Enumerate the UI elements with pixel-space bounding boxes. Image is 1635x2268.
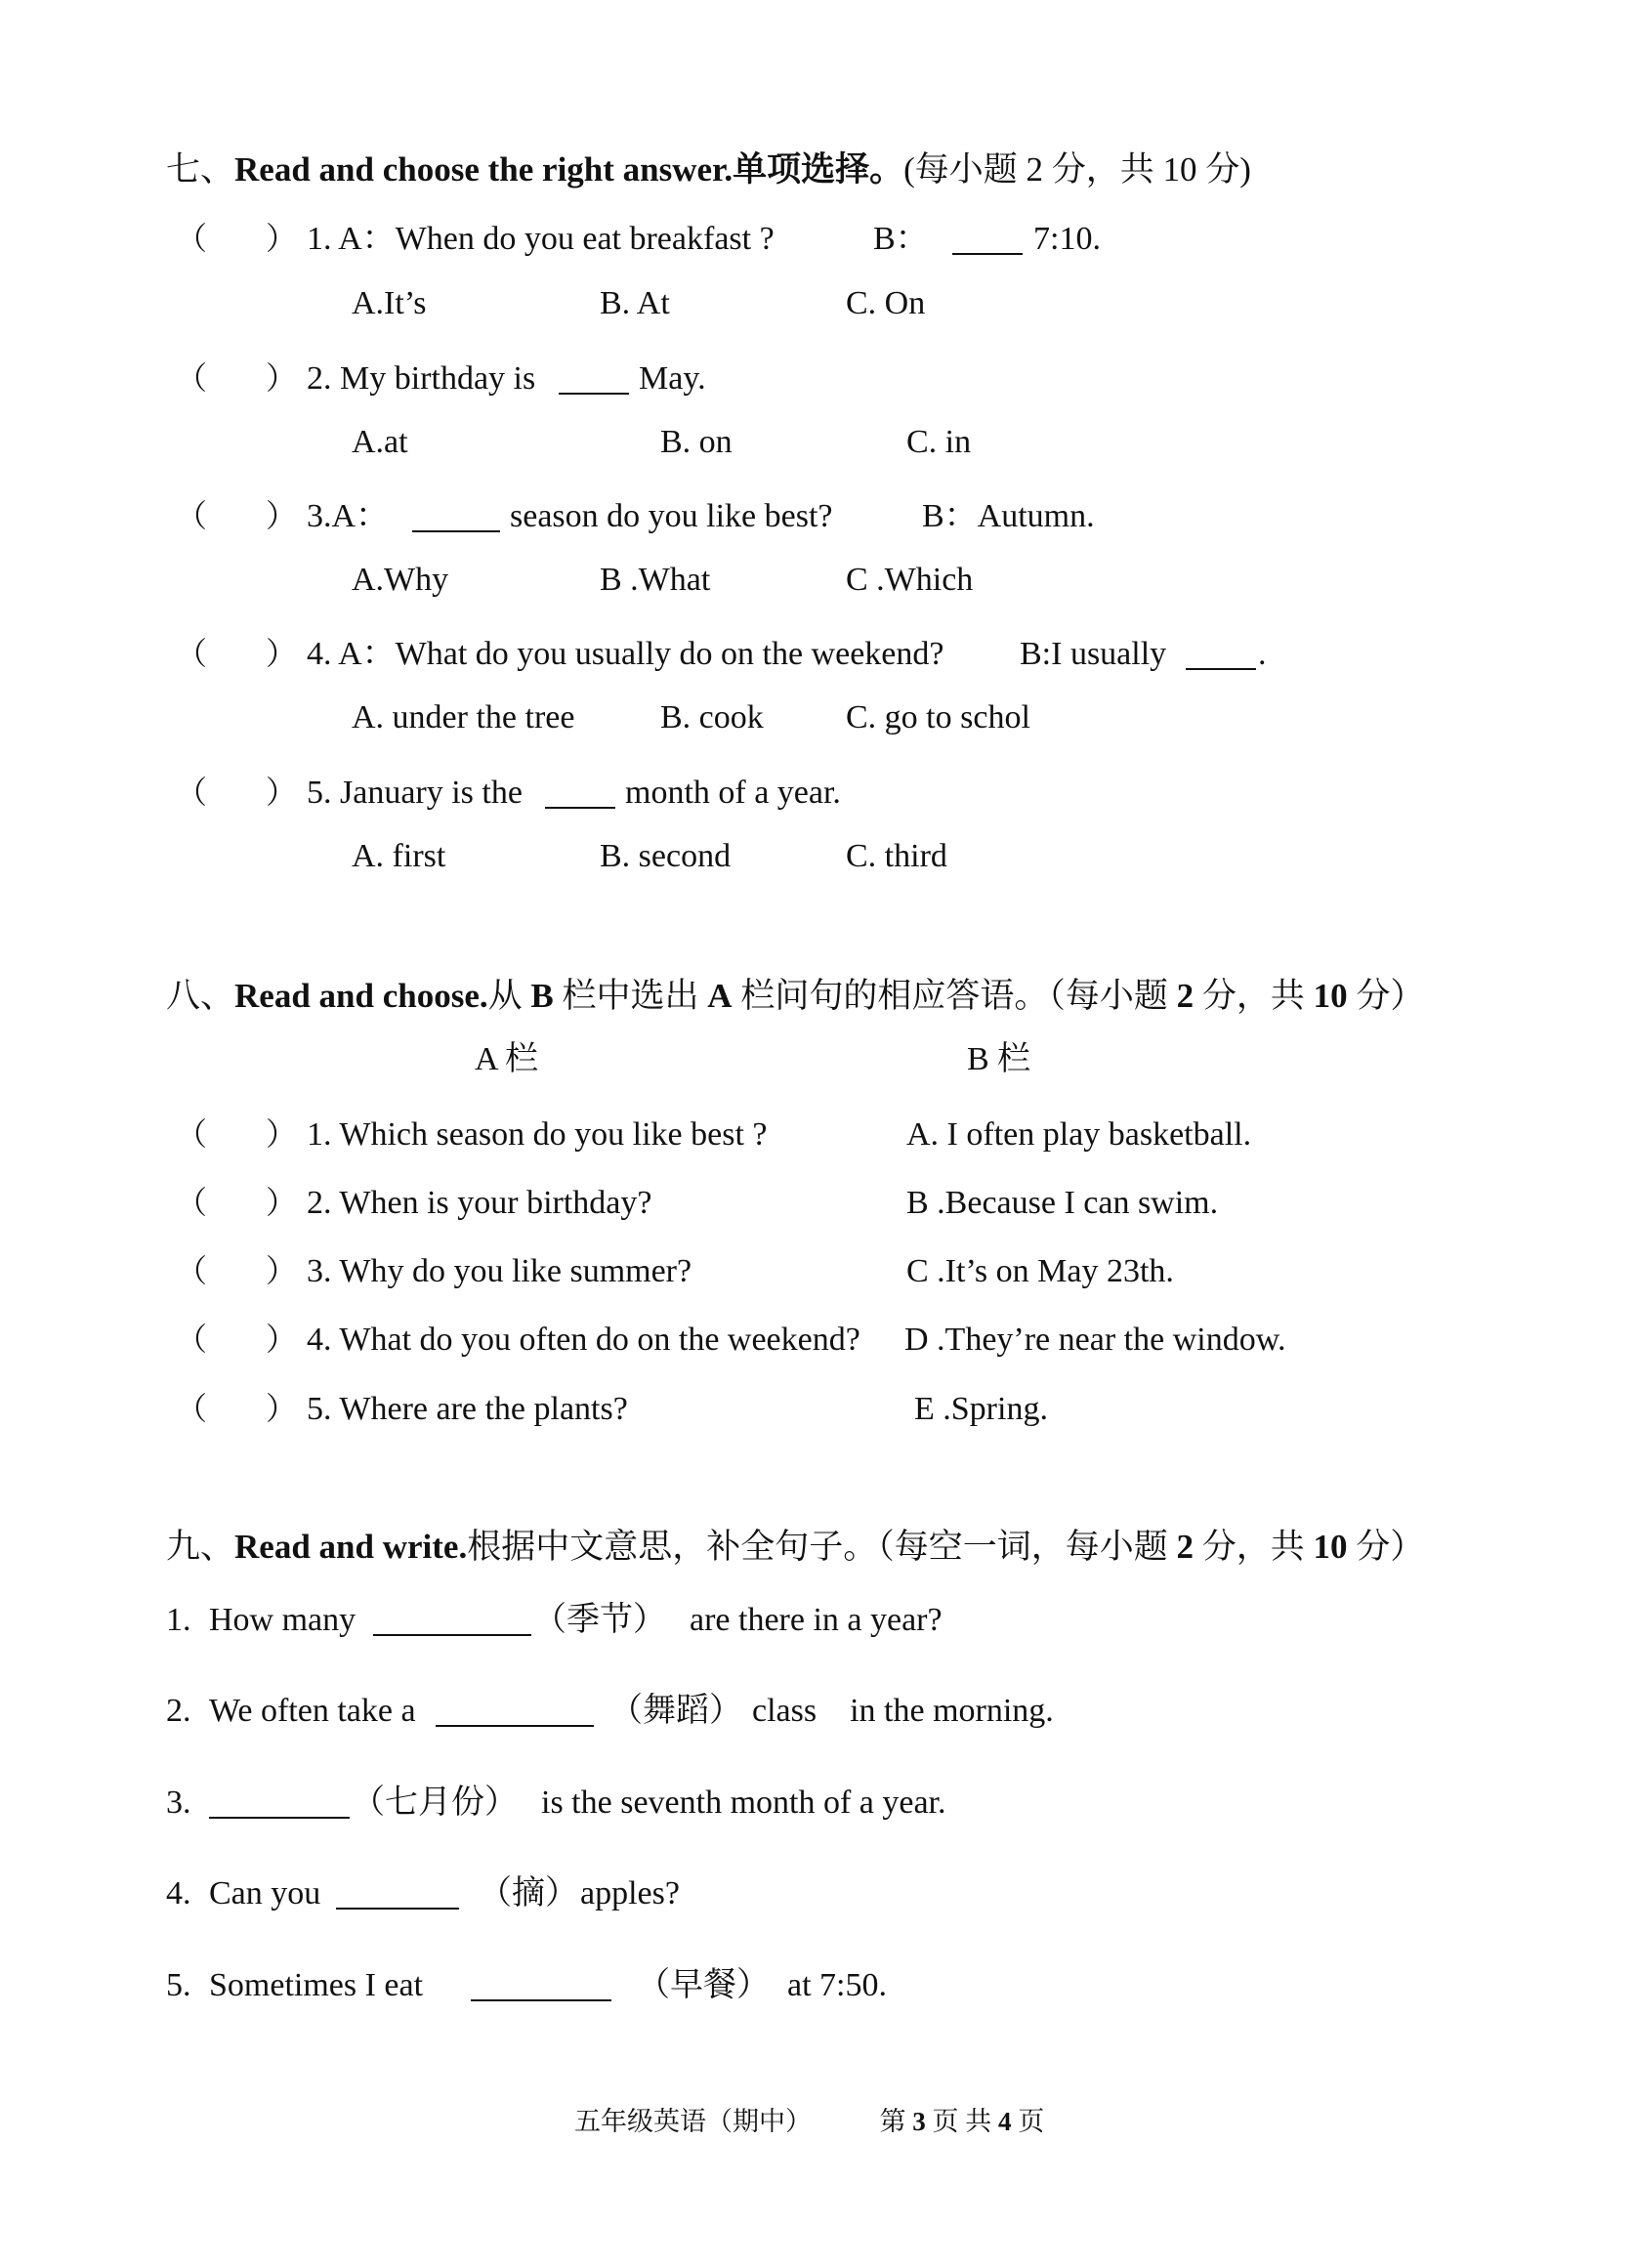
- footer-page-suffix: 页: [1018, 2107, 1045, 2136]
- section-8-col-b-ref: B: [530, 977, 554, 1015]
- write-item-5-number: 5.: [166, 1967, 191, 2003]
- answer-bracket-close[interactable]: ）: [266, 498, 298, 533]
- match-question-4: 4. What do you often do on the weekend?: [307, 1322, 860, 1358]
- answer-bracket-close[interactable]: ）: [266, 1185, 298, 1220]
- q7-2-after-blank: May.: [639, 360, 706, 397]
- write-item-1-text: How many: [209, 1602, 356, 1638]
- q7-5-after-blank: month of a year.: [625, 775, 841, 811]
- q7-3-option-a: A.Why: [352, 562, 449, 598]
- answer-bracket-close[interactable]: ）: [266, 1116, 298, 1152]
- q7-1-after-blank: 7:10.: [1033, 221, 1101, 257]
- answer-bracket-open: （: [176, 636, 208, 671]
- q7-1-question: 1. A：When do you eat breakfast ?: [307, 221, 775, 257]
- q7-5-option-c: C. third: [846, 838, 947, 874]
- section-8-title-en: Read and choose.: [234, 977, 488, 1015]
- section-9-total: 10: [1313, 1528, 1348, 1566]
- section-8-total: 10: [1313, 977, 1348, 1015]
- answer-bracket-close[interactable]: ）: [266, 360, 298, 396]
- footer-page-total: 4: [998, 2107, 1012, 2136]
- match-answer-e: E .Spring.: [914, 1391, 1048, 1427]
- q7-4-after-blank: .: [1258, 636, 1267, 672]
- section-8-title-cn: 分，共: [1201, 977, 1305, 1015]
- q7-5-blank[interactable]: [545, 777, 615, 816]
- footer-page-middle: 页 共: [932, 2107, 992, 2136]
- section-9-title-cn: 根据中文意思，补全句子。（每空一词，每小题: [467, 1528, 1168, 1566]
- match-answer-c: C .It’s on May 23th.: [906, 1253, 1174, 1289]
- answer-bracket-open: （: [176, 1322, 208, 1357]
- q7-4-option-c: C. go to schol: [846, 699, 1030, 735]
- q7-4-option-a: A. under the tree: [352, 699, 575, 735]
- section-8-title-cn: 栏中选出: [562, 977, 699, 1015]
- write-item-2-text: We often take a: [209, 1693, 416, 1729]
- q7-3-blank[interactable]: [412, 500, 500, 539]
- answer-bracket-close[interactable]: ）: [266, 1322, 298, 1357]
- q7-5-option-a: A. first: [352, 838, 446, 874]
- answer-bracket-close[interactable]: ）: [266, 1253, 298, 1288]
- q7-4-blank[interactable]: [1186, 638, 1256, 677]
- write-item-3-hint: （七月份）: [352, 1785, 518, 1821]
- q7-3-option-c: C .Which: [846, 562, 974, 598]
- write-item-5-hint: （早餐）: [637, 1967, 770, 2003]
- q7-2-blank[interactable]: [559, 362, 629, 401]
- match-question-5: 5. Where are the plants?: [307, 1391, 628, 1427]
- answer-bracket-open: （: [176, 1116, 208, 1152]
- q7-2-option-c: C. in: [906, 424, 972, 460]
- q7-3-question-end: season do you like best?: [510, 498, 833, 534]
- q7-4-b-label: B:I usually: [1020, 636, 1167, 672]
- section-9-heading: [166, 1530, 1424, 1564]
- q7-1-option-a: A.It’s: [352, 285, 427, 321]
- section-7-title-en: Read and choose the right answer.: [234, 150, 734, 189]
- write-item-5-text-end: at 7:50.: [787, 1967, 887, 2003]
- section-8-number: 八、: [166, 977, 235, 1015]
- q7-1-option-b: B. At: [600, 285, 670, 321]
- answer-bracket-close[interactable]: ）: [266, 1391, 298, 1426]
- answer-bracket-close[interactable]: ）: [266, 636, 298, 671]
- column-b-header: B 栏: [967, 1041, 1031, 1077]
- match-answer-b: B .Because I can swim.: [906, 1185, 1219, 1221]
- section-9-number: 九、: [166, 1528, 235, 1566]
- section-8-col-a-ref: A: [707, 977, 733, 1015]
- section-9-title-cn: 分）: [1356, 1528, 1425, 1566]
- answer-bracket-open: （: [176, 1253, 208, 1288]
- q7-1-option-c: C. On: [846, 285, 926, 321]
- q7-3-option-b: B .What: [600, 562, 711, 598]
- section-9-title-cn: 分，共: [1201, 1528, 1305, 1566]
- write-item-3-blank[interactable]: [209, 1786, 350, 1826]
- q7-2-question: 2. My birthday is: [307, 360, 536, 397]
- q7-1-blank[interactable]: [952, 223, 1023, 262]
- answer-bracket-close[interactable]: ）: [266, 221, 298, 256]
- section-7-number: 七、: [166, 150, 235, 189]
- match-answer-a: A. I often play basketball.: [906, 1116, 1252, 1153]
- section-7-heading: [166, 152, 1251, 187]
- write-item-4-number: 4.: [166, 1875, 191, 1911]
- write-item-5-text: Sometimes I eat: [209, 1967, 424, 2003]
- write-item-4-text-end: apples?: [580, 1875, 680, 1911]
- write-item-2-blank[interactable]: [436, 1695, 594, 1734]
- q7-5-option-b: B. second: [600, 838, 732, 874]
- q7-3-b-answer: B：Autumn.: [922, 498, 1095, 534]
- q7-3-question-start: 3.A：: [307, 498, 390, 534]
- answer-bracket-open: （: [176, 360, 208, 396]
- match-question-3: 3. Why do you like summer?: [307, 1253, 692, 1289]
- section-8-heading: [166, 979, 1424, 1013]
- write-item-2-hint: （舞蹈）: [609, 1693, 742, 1729]
- section-9-title-en: Read and write.: [234, 1528, 468, 1566]
- section-9-points: 2: [1176, 1528, 1194, 1566]
- answer-bracket-open: （: [176, 1391, 208, 1426]
- match-answer-d: D .They’re near the window.: [904, 1322, 1286, 1358]
- match-question-2: 2. When is your birthday?: [307, 1185, 652, 1221]
- q7-2-option-a: A.at: [352, 424, 408, 460]
- write-item-5-blank[interactable]: [471, 1969, 611, 2008]
- write-item-3-text-end: is the seventh month of a year.: [541, 1785, 946, 1821]
- section-8-title-cn: 从: [487, 977, 523, 1015]
- footer-page-number: 3: [912, 2107, 926, 2136]
- write-item-4-hint: （摘）: [479, 1875, 578, 1911]
- answer-bracket-open: （: [176, 221, 208, 256]
- q7-1-b-label: B：: [873, 221, 929, 257]
- write-item-4-text: Can you: [209, 1875, 321, 1911]
- section-7-score: (每小题 2 分，共 10 分): [903, 150, 1251, 189]
- answer-bracket-close[interactable]: ）: [266, 775, 298, 810]
- match-question-1: 1. Which season do you like best ?: [307, 1116, 768, 1153]
- q7-4-question: 4. A：What do you usually do on the weekend?: [307, 636, 944, 672]
- write-item-1-number: 1.: [166, 1602, 191, 1638]
- write-item-1-text-end: are there in a year?: [690, 1602, 943, 1638]
- section-8-points: 2: [1176, 977, 1195, 1015]
- write-item-2-text-end: class in the morning.: [752, 1693, 1054, 1729]
- column-a-header: A 栏: [475, 1041, 539, 1077]
- answer-bracket-open: （: [176, 498, 208, 533]
- q7-2-option-b: B. on: [660, 424, 733, 460]
- write-item-1-hint: （季节）: [533, 1602, 666, 1638]
- footer-subject: 五年级英语（期中）: [574, 2107, 812, 2136]
- section-7-title-cn: 单项选择。: [733, 150, 904, 189]
- footer-page-prefix: 第: [879, 2107, 906, 2136]
- section-8-title-cn: 分）: [1356, 977, 1425, 1015]
- write-item-4-blank[interactable]: [336, 1877, 459, 1916]
- q7-4-option-b: B. cook: [660, 699, 764, 735]
- write-item-2-number: 2.: [166, 1693, 191, 1729]
- answer-bracket-open: （: [176, 775, 208, 810]
- section-8-title-cn: 栏问句的相应答语。（每小题: [740, 977, 1168, 1015]
- write-item-3-number: 3.: [166, 1785, 191, 1821]
- write-item-1-blank[interactable]: [373, 1604, 531, 1643]
- q7-5-question: 5. January is the: [307, 775, 523, 811]
- answer-bracket-open: （: [176, 1185, 208, 1220]
- page-footer: [574, 2100, 1044, 2138]
